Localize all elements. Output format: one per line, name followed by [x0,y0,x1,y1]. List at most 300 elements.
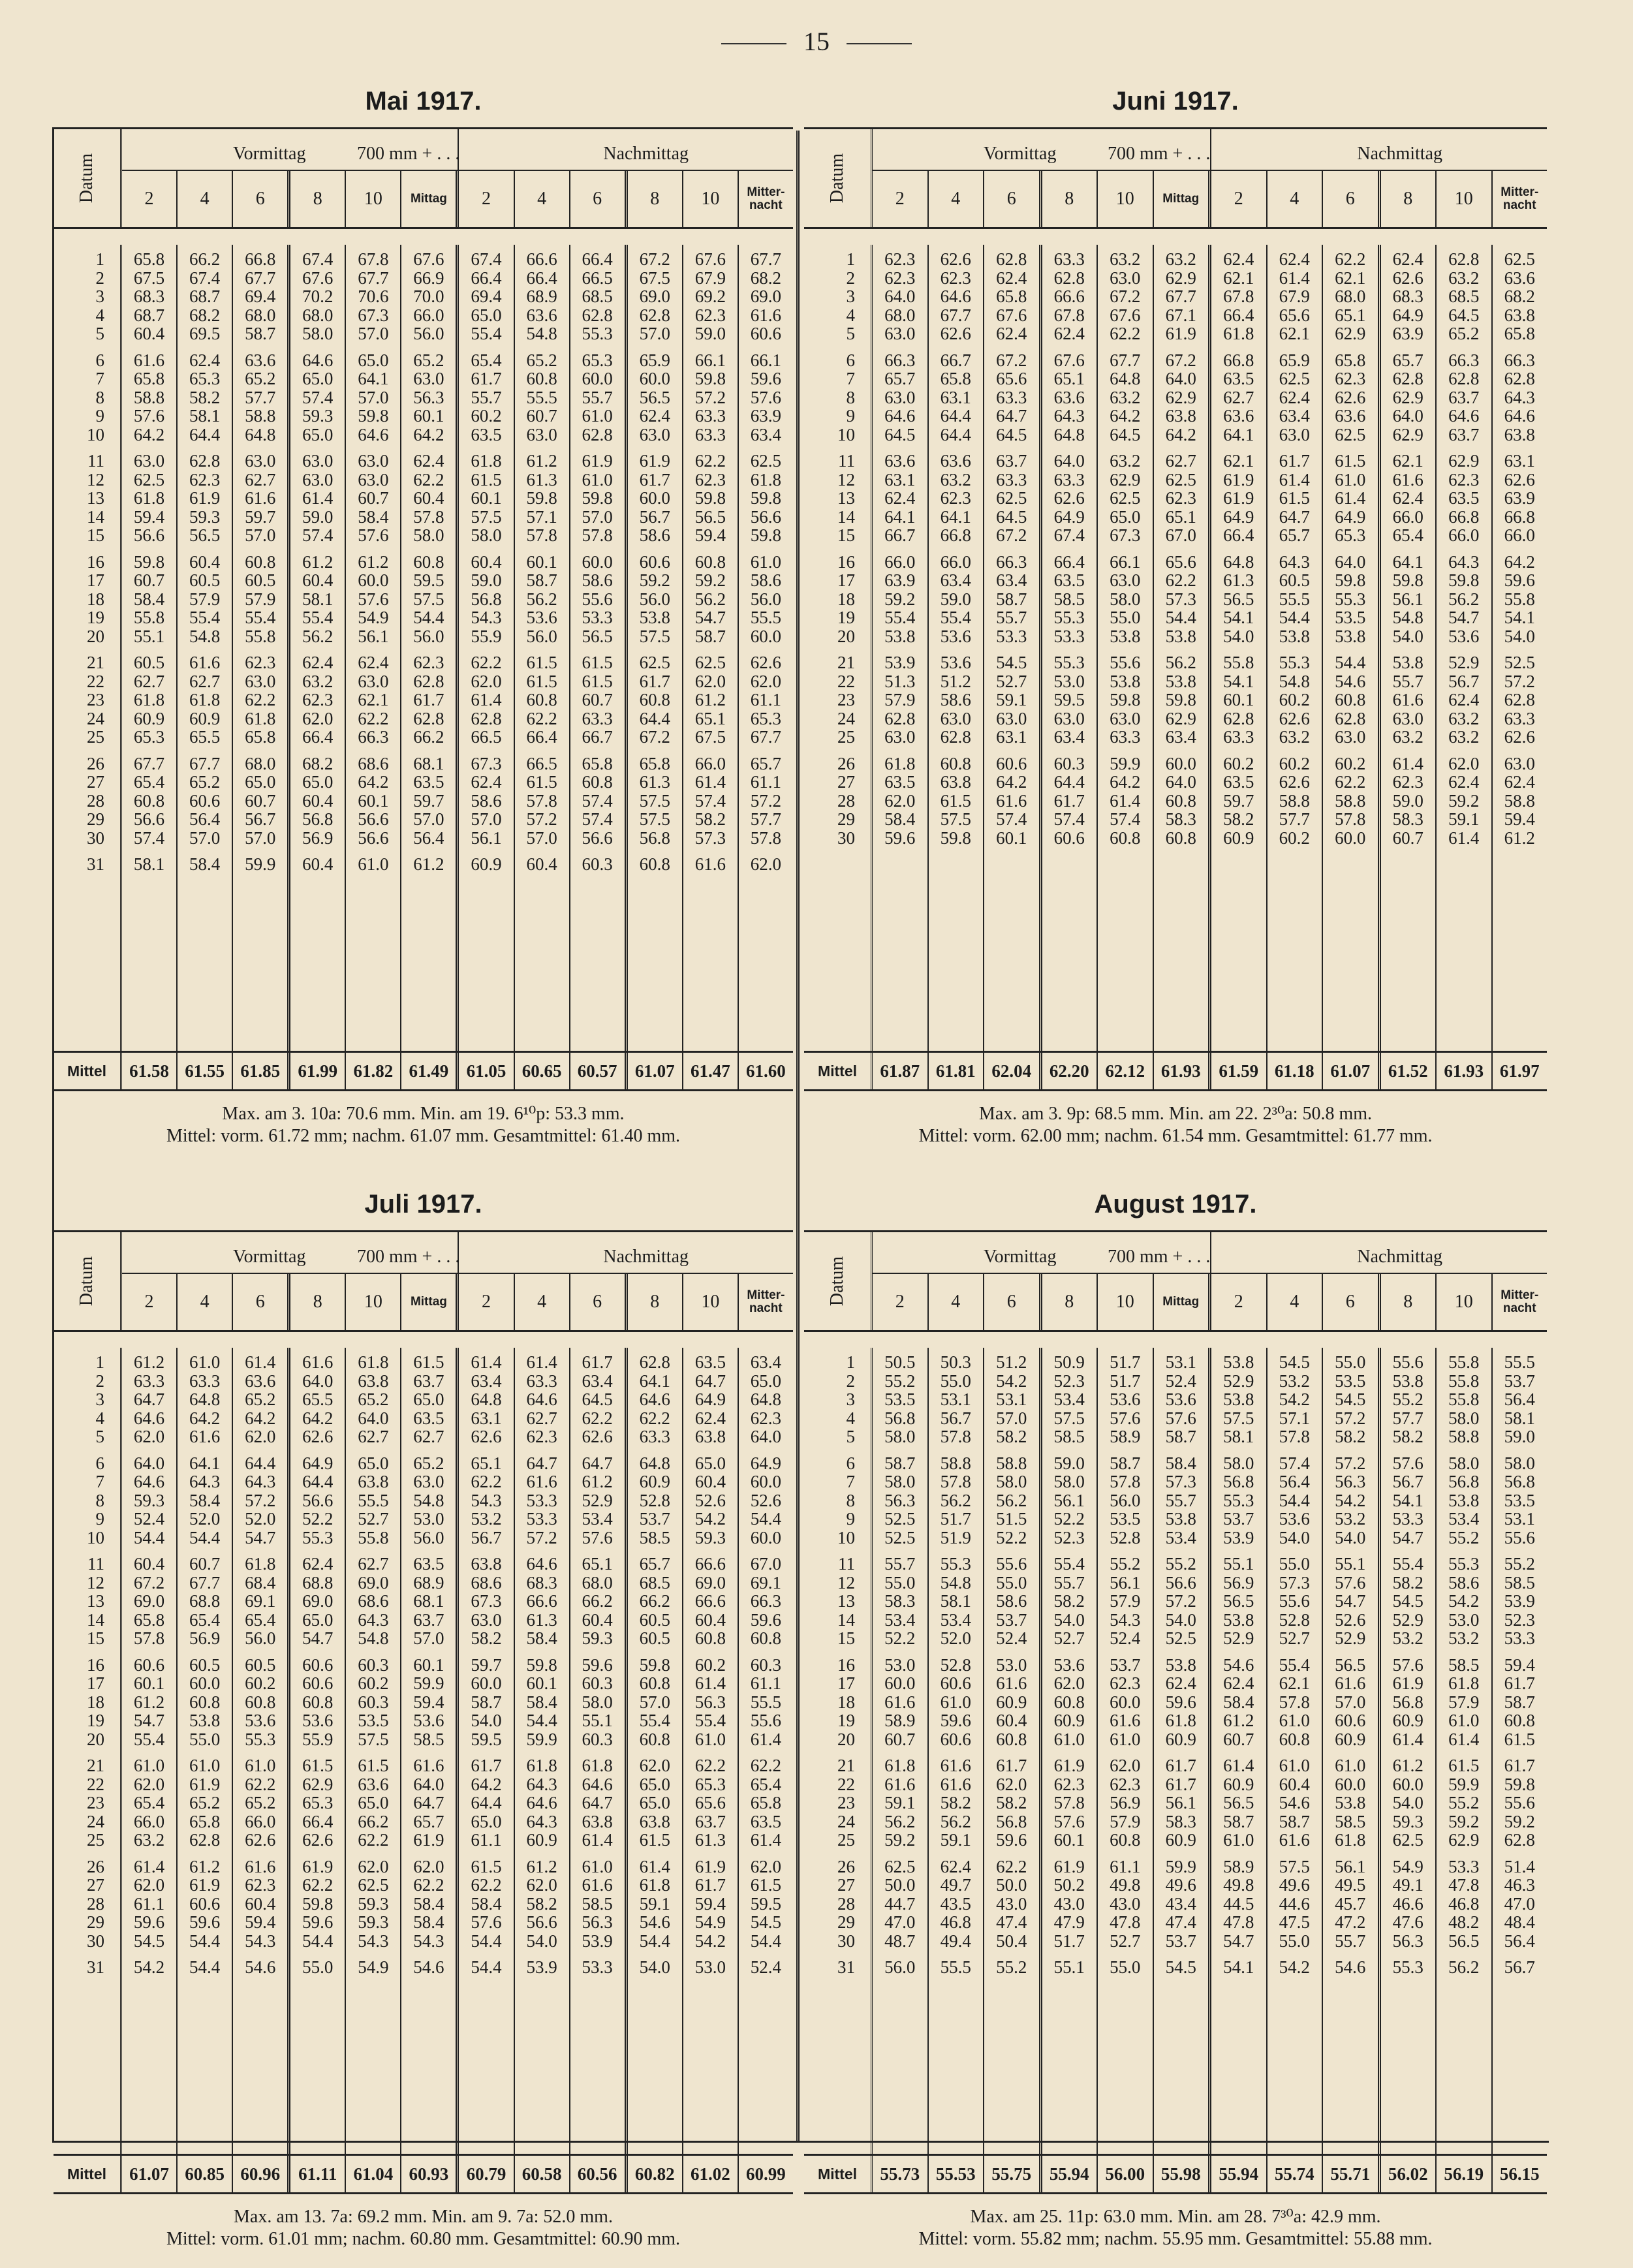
hour-header [1211,171,1268,227]
pressure-value: 62.8 [413,671,444,691]
pressure-value: 65.0 [471,305,502,325]
day-number: 17 [87,1673,104,1693]
day-number: 31 [837,1957,855,1977]
pressure-value: 60.1 [471,488,502,508]
pressure-value: 62.0 [750,854,782,874]
pressure-value: 64.9 [694,1390,726,1409]
pressure-value: 63.6 [1223,406,1254,426]
vormittag-label: Vormittag [233,144,306,164]
pressure-value: 54.0 [1392,626,1423,646]
pressure-value: 60.5 [1279,570,1310,590]
pressure-value: 66.4 [1223,525,1254,545]
pressure-value: 62.4 [1223,1673,1254,1693]
pressure-value: 62.5 [1335,424,1366,444]
pressure-value: 63.0 [884,727,916,747]
pressure-value: 60.4 [133,1554,165,1574]
pressure-value: 62.9 [1392,387,1423,407]
hour-header [929,1274,985,1330]
pressure-value: 61.9 [1223,469,1254,489]
pressure-value: 62.2 [1335,772,1366,792]
pressure-value: 60.0 [884,1673,916,1693]
pressure-value: 50.4 [996,1931,1027,1951]
pressure-value: 58.0 [302,324,334,343]
datum-header [804,1232,873,1330]
pressure-value: 53.3 [582,608,613,627]
pressure-value: 52.4 [996,1628,1027,1648]
pressure-value: 57.7 [1392,1408,1423,1428]
hour-header [984,171,1042,227]
pressure-value: 64.2 [413,424,444,444]
hour-header [1437,1274,1493,1330]
pressure-value: 57.5 [413,589,444,609]
pressure-value: 64.5 [884,424,916,444]
pressure-value: 60.8 [245,551,276,572]
pressure-value: 55.7 [1053,1572,1085,1592]
day-number: 19 [87,1711,104,1730]
pressure-value: 58.1 [189,406,221,426]
pressure-value: 61.7 [1165,1774,1196,1794]
pressure-value: 56.3 [1335,1472,1366,1491]
pressure-value: 66.4 [1053,551,1085,572]
pressure-value: 56.2 [940,1811,971,1831]
pressure-value: 64.7 [996,406,1027,426]
pressure-value: 64.6 [133,1472,165,1491]
noon-divider [458,1232,459,1273]
pressure-value: 60.5 [245,1654,276,1675]
value-columns [122,1348,793,2180]
pressure-value: 56.4 [1279,1472,1310,1491]
pressure-value: 60.1 [1223,690,1254,709]
pressure-value: 61.0 [1448,1711,1480,1730]
day-number: 11 [838,1554,855,1574]
pressure-value: 59.3 [694,1527,726,1547]
pressure-value: 61.6 [245,488,276,508]
pressure-value: 61.5 [358,1756,389,1775]
pressure-value: 66.4 [582,249,613,269]
pressure-value: 65.3 [582,350,613,370]
day-number: 8 [95,387,104,407]
pressure-value: 54.6 [1279,1793,1310,1812]
pressure-value: 56.2 [1448,1957,1480,1977]
pressure-value: 62.8 [189,451,221,471]
pressure-value: 57.6 [1392,1453,1423,1473]
pressure-value: 53.7 [639,1509,670,1529]
pressure-value: 61.9 [694,1856,726,1876]
table-header [804,1230,1547,1332]
center-divider [796,131,800,2141]
pressure-value: 53.1 [940,1390,971,1409]
pressure-value: 61.4 [639,1856,670,1876]
day-number: 1 [95,249,104,269]
pressure-value: 64.6 [302,350,334,370]
header-row-hours [122,171,793,227]
pressure-value: 50.0 [884,1875,916,1895]
pressure-value: 64.0 [358,1408,389,1428]
pressure-value: 61.2 [302,551,334,572]
hour-column [1211,245,1268,1077]
pressure-value: 53.2 [1392,1628,1423,1648]
pressure-value: 60.6 [940,1673,971,1693]
pressure-value: 53.3 [1392,1509,1423,1529]
pressure-value: 65.5 [302,1390,334,1409]
pressure-value: 53.0 [1448,1609,1480,1630]
base-value-label: 700 mm + . . . [1108,1247,1211,1267]
pressure-value: 61.0 [189,1756,221,1775]
hour-label: 2 [895,1292,905,1312]
pressure-value: 59.3 [1392,1811,1423,1831]
pressure-value: 60.9 [639,1472,670,1491]
pressure-value: 65.0 [750,1371,782,1391]
pressure-value: 57.9 [1110,1811,1141,1831]
pressure-value: 69.0 [694,1572,726,1592]
mittel-value: 61.02 [683,2156,739,2192]
pressure-value: 56.0 [413,1527,444,1547]
pressure-value: 55.6 [750,1711,782,1730]
pressure-value: 52.4 [1165,1371,1196,1391]
pressure-value: 59.8 [1392,570,1423,590]
day-number: 6 [846,1453,855,1473]
noon-divider [1210,1232,1211,1273]
hour-header [873,171,929,227]
pressure-value: 66.4 [526,727,557,747]
pressure-value: 62.6 [302,1830,334,1850]
pressure-value: 63.2 [133,1830,165,1850]
day-number: 30 [87,1931,104,1951]
pressure-value: 61.4 [582,1830,613,1850]
pressure-value: 67.3 [1110,525,1141,545]
pressure-value: 54.5 [750,1912,782,1932]
day-column [54,245,122,1077]
header-right [122,1232,793,1330]
pressure-value: 54.5 [133,1931,165,1951]
hour-label: 4 [200,189,210,209]
pressure-value: 56.8 [1504,1472,1535,1491]
pressure-value: 57.2 [1165,1591,1196,1611]
pressure-value: 55.2 [1448,1527,1480,1547]
pressure-value: 62.7 [245,469,276,489]
pressure-value: 53.4 [1053,1390,1085,1409]
pressure-value: 60.1 [996,828,1027,848]
pressure-value: 62.6 [1392,268,1423,288]
pressure-value: 65.8 [1504,324,1535,343]
pressure-value: 53.8 [884,626,916,646]
header-row-period [122,1232,793,1274]
pressure-value: 64.2 [1504,551,1535,572]
pressure-value: 61.9 [639,451,670,471]
pressure-value: 57.3 [1165,589,1196,609]
pressure-value: 56.2 [996,1490,1027,1510]
pressure-value: 54.4 [1279,608,1310,627]
day-number: 7 [95,1472,104,1491]
pressure-value: 56.9 [189,1628,221,1648]
pressure-value: 65.8 [1335,350,1366,370]
pressure-value: 53.8 [1392,1371,1423,1391]
pressure-value: 63.3 [639,1427,670,1446]
mittel-value: 55.94 [1211,2156,1268,2192]
pressure-value: 54.4 [133,1527,165,1547]
pressure-value: 66.0 [694,753,726,773]
pressure-value: 62.1 [1392,451,1423,471]
pressure-value: 53.8 [1165,671,1196,691]
pressure-value: 56.2 [302,626,334,646]
pressure-value: 53.6 [245,1711,276,1730]
pressure-value: 65.3 [750,708,782,728]
pressure-value: 63.5 [1223,369,1254,388]
day-number: 29 [87,1912,104,1932]
pressure-value: 56.0 [1110,1490,1141,1510]
pressure-value: 55.4 [189,608,221,627]
hour-label: 8 [313,189,322,209]
pressure-value: 58.0 [1053,1472,1085,1491]
pressure-value: 59.5 [413,570,444,590]
hour-header [459,1274,514,1330]
pressure-value: 61.3 [694,1830,726,1850]
hour-column [178,1348,233,2180]
pressure-value: 61.0 [582,469,613,489]
day-number: 23 [837,690,855,709]
pressure-value: 68.7 [189,287,221,306]
pressure-value: 54.7 [1392,1527,1423,1547]
pressure-value: 66.0 [133,1811,165,1831]
pressure-value: 54.4 [189,1527,221,1547]
mittel-value: 55.74 [1268,2156,1324,2192]
pressure-value: 62.8 [582,424,613,444]
pressure-value: 44.6 [1279,1893,1310,1914]
mittel-value: 61.55 [178,1053,233,1089]
day-number: 25 [87,727,104,747]
pressure-value: 62.8 [1448,249,1480,269]
pressure-value: 53.5 [1110,1509,1141,1529]
pressure-value: 64.6 [133,1408,165,1428]
pressure-value: 65.4 [750,1774,782,1794]
pressure-value: 62.8 [471,708,502,728]
pressure-value: 64.6 [526,1554,557,1574]
pressure-value: 62.4 [1223,249,1254,269]
pressure-value: 56.8 [302,809,334,829]
pressure-value: 61.1 [1110,1856,1141,1876]
hour-column [1042,245,1098,1077]
pressure-value: 58.0 [996,1472,1027,1491]
pressure-value: 60.8 [245,1692,276,1712]
pressure-value: 54.7 [1335,1591,1366,1611]
pressure-value: 61.7 [1053,790,1085,811]
pressure-value: 53.9 [582,1931,613,1951]
pressure-value: 53.5 [1335,608,1366,627]
pressure-value: 64.7 [133,1390,165,1409]
pressure-value: 55.7 [471,387,502,407]
pressure-value: 54.7 [245,1527,276,1547]
pressure-value: 64.2 [471,1774,502,1794]
pressure-value: 53.1 [1504,1509,1535,1529]
pressure-value: 63.9 [750,406,782,426]
pressure-value: 59.0 [302,506,334,527]
pressure-value: 58.2 [1392,1572,1423,1592]
day-number: 10 [837,1527,855,1547]
pressure-value: 62.7 [1223,387,1254,407]
pressure-value: 62.0 [996,1774,1027,1794]
summary-extremes: Max. am 3. 10a: 70.6 mm. Min. am 19. 6¹⁰p: 53.3 mm. [222,1104,625,1124]
day-number: 15 [87,1628,104,1648]
pressure-value: 54.6 [1223,1654,1254,1675]
pressure-value: 62.2 [358,708,389,728]
pressure-value: 63.3 [1504,708,1535,728]
pressure-value: 61.9 [302,1856,334,1876]
pressure-value: 49.8 [1223,1875,1254,1895]
pressure-value: 56.8 [884,1408,916,1428]
pressure-value: 60.8 [526,690,557,709]
pressure-value: 64.0 [884,287,916,306]
pressure-value: 46.6 [1392,1893,1423,1914]
pressure-value: 62.0 [750,1856,782,1876]
pressure-value: 66.2 [413,727,444,747]
pressure-value: 65.1 [1165,506,1196,527]
pressure-value: 55.7 [1392,671,1423,691]
pressure-value: 62.2 [413,1875,444,1895]
hour-label: Mitter- nacht [1501,1288,1539,1315]
pressure-value: 54.3 [471,1490,502,1510]
pressure-value: 64.6 [1504,406,1535,426]
pressure-value: 59.0 [1392,790,1423,811]
pressure-value: 65.0 [302,369,334,388]
pressure-value: 65.7 [884,369,916,388]
pressure-value: 58.6 [639,525,670,545]
pressure-value: 60.2 [358,1673,389,1693]
pressure-value: 64.8 [189,1390,221,1409]
pressure-value: 61.7 [694,1875,726,1895]
pressure-value: 61.2 [526,1856,557,1876]
pressure-value: 54.0 [1223,626,1254,646]
hour-label: Mittag [1162,1295,1200,1309]
pressure-value: 57.0 [189,828,221,848]
pressure-value: 61.6 [413,1756,444,1775]
pressure-value: 64.9 [1223,506,1254,527]
pressure-value: 58.8 [940,1453,971,1473]
hour-column [290,245,346,1077]
pressure-value: 57.6 [471,1912,502,1932]
pressure-value: 55.4 [694,1711,726,1730]
hour-column [1437,245,1493,1077]
day-number: 8 [846,1490,855,1510]
pressure-value: 58.8 [133,387,165,407]
pressure-value: 60.9 [471,854,502,874]
pressure-value: 60.9 [996,1692,1027,1712]
pressure-value: 64.0 [413,1774,444,1794]
hour-header [1154,1274,1212,1330]
day-number: 13 [87,1591,104,1611]
pressure-value: 62.9 [1110,469,1141,489]
pressure-value: 63.0 [1110,570,1141,590]
pressure-value: 63.4 [582,1371,613,1391]
pressure-value: 55.8 [245,626,276,646]
pressure-value: 60.2 [1335,753,1366,773]
pressure-value: 60.4 [189,551,221,572]
pressure-value: 57.9 [245,589,276,609]
pressure-value: 57.9 [1110,1591,1141,1611]
pressure-value: 55.6 [1110,653,1141,672]
pressure-value: 61.6 [245,1856,276,1876]
pressure-value: 68.0 [245,305,276,325]
pressure-value: 54.0 [1279,1527,1310,1547]
pressure-value: 62.6 [1504,727,1535,747]
pressure-value: 43.0 [1110,1893,1141,1914]
pressure-value: 63.0 [1279,424,1310,444]
pressure-value: 65.2 [189,1793,221,1812]
day-number: 27 [87,772,104,792]
table-header [804,127,1547,229]
pressure-value: 64.2 [189,1408,221,1428]
pressure-value: 56.5 [1223,1793,1254,1812]
hour-column [401,1348,459,2180]
pressure-value: 63.1 [471,1408,502,1428]
pressure-value: 61.3 [526,1609,557,1630]
pressure-value: 58.5 [1053,589,1085,609]
hour-header [628,1274,683,1330]
pressure-value: 55.3 [1053,608,1085,627]
pressure-value: 59.7 [245,506,276,527]
pressure-value: 61.2 [133,1692,165,1712]
pressure-value: 58.0 [413,525,444,545]
pressure-value: 57.1 [1279,1408,1310,1428]
pressure-value: 51.5 [996,1509,1027,1529]
pressure-value: 66.3 [1504,350,1535,370]
table-body [804,1348,1547,2180]
pressure-value: 55.6 [582,589,613,609]
pressure-value: 66.0 [1448,525,1480,545]
month-block [54,82,793,1165]
hour-header [683,1274,739,1330]
day-number: 12 [87,1572,104,1592]
pressure-value: 62.8 [1504,690,1535,709]
pressure-value: 68.0 [302,305,334,325]
pressure-value: 47.8 [1223,1912,1254,1932]
pressure-value: 62.0 [1110,1756,1141,1775]
pressure-value: 67.8 [358,249,389,269]
pressure-value: 53.6 [1110,1390,1141,1409]
pressure-value: 66.0 [1504,525,1535,545]
pressure-value: 63.3 [1223,727,1254,747]
pressure-value: 59.6 [940,1711,971,1730]
pressure-value: 55.4 [471,324,502,343]
pressure-value: 51.9 [940,1527,971,1547]
pressure-value: 55.5 [750,1692,782,1712]
pressure-value: 65.5 [189,727,221,747]
pressure-value: 55.0 [1279,1931,1310,1951]
pressure-value: 62.8 [582,305,613,325]
hour-header [1042,171,1098,227]
hour-column [1493,245,1547,1077]
pressure-value: 66.1 [694,350,726,370]
pressure-value: 63.3 [1053,249,1085,269]
pressure-value: 56.3 [413,387,444,407]
pressure-value: 65.8 [582,753,613,773]
pressure-value: 56.1 [1053,1490,1085,1510]
hour-column [1493,1348,1547,2180]
day-number: 29 [837,809,855,829]
pressure-value: 61.0 [582,406,613,426]
pressure-value: 61.4 [694,772,726,792]
pressure-value: 60.0 [750,1472,782,1491]
pressure-value: 58.7 [996,589,1027,609]
pressure-value: 43.5 [940,1893,971,1914]
pressure-value: 64.1 [358,369,389,388]
pressure-value: 62.4 [940,1856,971,1876]
day-number: 14 [837,1609,855,1630]
pressure-value: 56.1 [471,828,502,848]
pressure-value: 61.0 [245,1756,276,1775]
pressure-value: 62.5 [694,653,726,672]
pressure-value: 64.3 [1279,551,1310,572]
day-column [804,1348,873,2180]
